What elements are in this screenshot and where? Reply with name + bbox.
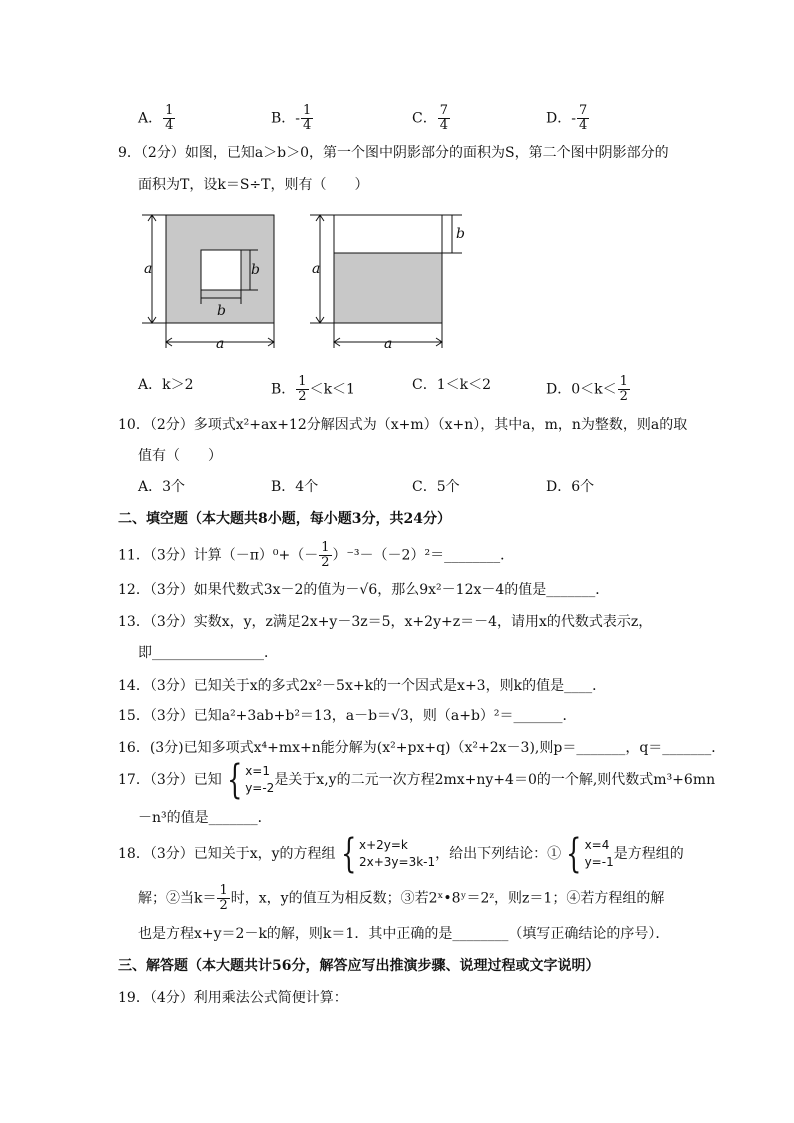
fraction	[618, 375, 630, 404]
q9-option-a: A．k＞2	[138, 377, 194, 393]
eq-row: x=1	[245, 764, 270, 778]
option-label: B．	[271, 110, 296, 127]
q15: 15．（3分）已知a²+3ab+b²＝13，a－b＝√3，则（a+b）²＝_______．	[118, 708, 577, 724]
numerator: 1	[165, 103, 174, 118]
q13-line2: 即________________．	[138, 645, 278, 661]
q18-text: 18．（3分）已知关于x，y的方程组	[118, 846, 336, 862]
numerator: 1	[303, 103, 312, 118]
q17-line1	[118, 757, 716, 803]
denominator: 2	[321, 555, 330, 570]
eq-row: y=-1	[584, 855, 614, 869]
numerator: 1	[619, 374, 628, 389]
q18-line2	[138, 884, 664, 913]
q12: 12．（3分）如果代数式3x－2的值为－√6，那么9x²－12x－4的值是_______．	[118, 582, 610, 598]
fraction	[163, 104, 175, 133]
label-a: a	[216, 336, 225, 352]
brace-icon: {	[226, 757, 243, 803]
q17-text: 17．（3分）已知	[118, 772, 222, 788]
q10-option-d: D．6个	[546, 479, 595, 495]
option-label: C．	[412, 110, 437, 127]
q9-figures	[140, 208, 480, 358]
sign: -	[295, 110, 301, 127]
section-2-heading: 二、填空题（本大题共8小题，每小题3分，共24分）	[118, 511, 451, 527]
q8-option-b	[271, 104, 314, 133]
option-label: A．	[138, 110, 163, 127]
q8-option-c	[412, 104, 451, 133]
section-3-heading: 三、解答题（本大题共计56分，解答应写出推演步骤、说理过程或文字说明）	[118, 958, 600, 974]
brace-icon: {	[566, 831, 582, 877]
numerator: 1	[321, 540, 330, 555]
equation-system	[222, 757, 275, 803]
q17-line2: －n³的值是_______．	[138, 810, 272, 826]
q11	[118, 541, 514, 570]
brace-icon: {	[340, 831, 356, 877]
denominator: 2	[298, 389, 307, 404]
q8-option-a	[138, 104, 176, 133]
equation-system	[336, 831, 436, 877]
q18-text: 解；②当k＝	[138, 890, 217, 907]
label-b: b	[251, 262, 260, 278]
figure-2	[310, 215, 465, 352]
denominator: 2	[219, 898, 228, 913]
denominator: 4	[439, 118, 448, 133]
q17-text: 是关于x,y的二元一次方程2mx+ny+4＝0的一个解,则代数式m³+6mn	[274, 772, 716, 788]
q16: 16．(3分)已知多项式x⁴+mx+n能分解为(x²+px+q)（x²+2x－3),则p＝_______，q＝_______．	[118, 740, 726, 756]
eq-row: x+2y=k	[358, 838, 408, 852]
q10-line1: 10．（2分）多项式x²+ax+12分解因式为（x+m）（x+n），其中a，m，n为整数，则a的取	[118, 417, 688, 433]
denominator: 4	[578, 118, 588, 133]
fraction	[296, 375, 308, 404]
option-label: D．	[546, 110, 572, 127]
q10-line2: 值有（ ）	[138, 448, 222, 464]
numerator: 1	[219, 883, 228, 898]
fraction	[319, 541, 331, 570]
q9-option-d	[546, 375, 631, 404]
numerator: 7	[439, 103, 448, 118]
q9-option-c: C．1＜k＜2	[412, 377, 492, 393]
numerator: 1	[298, 374, 307, 389]
q18-line1	[118, 831, 684, 877]
q18-text: ，给出下列结论：①	[435, 846, 562, 862]
eq-row: x=4	[584, 838, 610, 852]
q14: 14．（3分）已知关于x的多式2x²－5x+k的一个因式是x+3，则k的值是____．	[118, 678, 607, 694]
q18-text: 是方程组的	[613, 846, 684, 862]
eq-row: 2x+3y=3k-1	[358, 855, 436, 869]
fraction	[577, 104, 589, 133]
q9-option-b	[271, 375, 355, 404]
label-a: a	[312, 261, 321, 277]
sign: -	[571, 110, 576, 127]
denominator: 4	[165, 118, 174, 133]
label-b: b	[217, 303, 226, 319]
q10-option-b: B．4个	[271, 479, 319, 495]
denominator: 4	[303, 118, 312, 133]
fraction	[438, 104, 450, 133]
q9-line1: 9．（2分）如图，已知a＞b＞0，第一个图中阴影部分的面积为S，第二个图中阴影部分的	[118, 145, 669, 161]
q13-line1: 13．（3分）实数x，y，z满足2x+y－3z＝5，x+2y+z＝－4，请用x的代数式表示z，	[118, 614, 653, 630]
denominator: 2	[619, 389, 628, 404]
fraction	[301, 104, 313, 133]
label-a: a	[144, 261, 153, 277]
eq-row: y=-2	[245, 781, 275, 795]
q10-option-c: C．5个	[412, 479, 460, 495]
numerator: 7	[578, 103, 588, 118]
q8-option-d	[546, 104, 590, 133]
label-a: a	[384, 336, 393, 352]
option-label: D．0＜k＜	[546, 381, 617, 398]
option-text: ＜k＜1	[309, 381, 355, 398]
solution-system	[561, 831, 614, 877]
label-b: b	[456, 226, 465, 242]
q18-text: 时，x，y的值互为相反数；③若2ˣ•8ʸ＝2ᶻ，则z＝1；④若方程组的解	[230, 890, 665, 907]
q19: 19．（4分）利用乘法公式简便计算：	[118, 990, 348, 1006]
q9-line2: 面积为T，设k＝S÷T，则有（ ）	[138, 177, 369, 193]
option-label: B．	[271, 381, 296, 398]
q11-text: 11．（3分）计算（－π）⁰+（－	[118, 547, 319, 564]
figure-1	[142, 215, 274, 352]
q10-option-a: A．3个	[138, 479, 186, 495]
q18-line3: 也是方程x+y＝2－k的解，则k＝1．其中正确的是________（填写正确结论的序号）．	[138, 926, 670, 942]
fraction	[217, 884, 229, 913]
q11-text: ）⁻³－（－2）²＝________．	[332, 547, 515, 564]
